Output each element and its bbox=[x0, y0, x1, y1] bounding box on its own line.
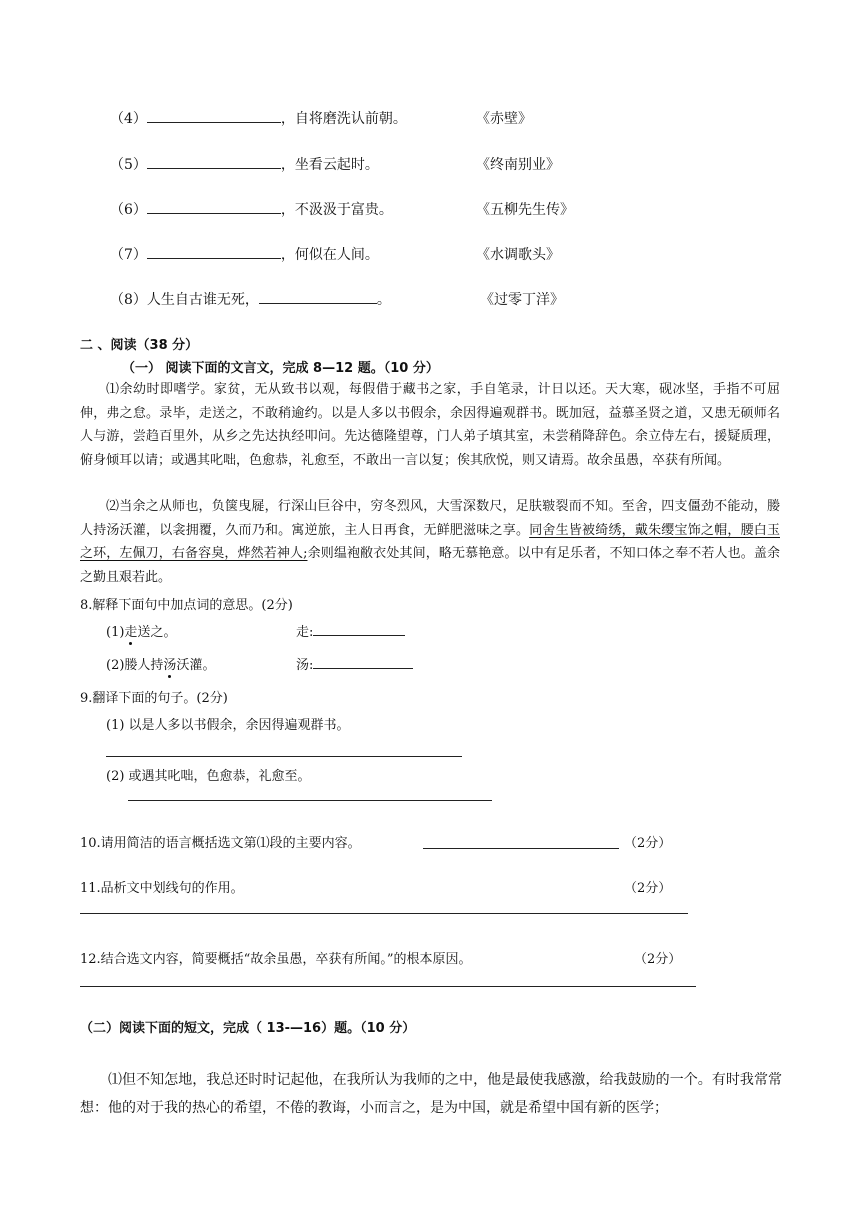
answer-label: 汤: bbox=[296, 654, 413, 673]
answer-line[interactable] bbox=[423, 848, 619, 849]
item-text: ，坐看云起时。 bbox=[280, 157, 379, 173]
item-number: （8） bbox=[110, 292, 147, 308]
fill-item bbox=[110, 244, 379, 264]
answer-line[interactable] bbox=[128, 800, 492, 801]
passage-paragraph-2 bbox=[80, 495, 780, 589]
question-score: （2分） bbox=[624, 836, 672, 851]
answer-blank[interactable] bbox=[147, 108, 281, 123]
answer-blank[interactable] bbox=[259, 289, 377, 304]
item-number: （7） bbox=[110, 247, 147, 263]
underlined-sentence: 同舍生皆被绮绣，戴朱缨宝饰之帽，腰白玉之环，左佩刀，右备容臭，烨然若神人; bbox=[80, 522, 780, 561]
question-8-item-1: (1)走送之。 bbox=[106, 621, 176, 640]
item-number: （6） bbox=[110, 202, 147, 218]
item-source: 《过零丁洋》 bbox=[480, 292, 564, 308]
paragraph-text: ⑵当余之从师也，负箧曳屣，行深山巨谷中，穷冬烈风，大雪深数尺，足肤皲裂而不知。至舍，四支僵劲不能动，媵人持汤沃灌，以衾拥覆，久而乃和。寓逆旅，主人日再食，无鲜肥滋味之享。 bbox=[80, 499, 780, 538]
fill-item bbox=[110, 154, 379, 174]
question-9-item-1: (1) 以是人多以书假余，余因得遍观群书。 bbox=[106, 718, 350, 733]
item-source: 《水调歌头》 bbox=[476, 247, 560, 263]
question-8-title: 8.解释下面句中加点词的意思。(2分) bbox=[80, 598, 293, 613]
item-number: （4） bbox=[110, 111, 147, 127]
question-12: 12.结合选文内容，简要概括“故余虽愚，卒获有所闻。”的根本原因。 bbox=[80, 952, 472, 967]
dotted-word: 走 bbox=[124, 621, 137, 640]
passage-paragraph-1: ⑴余幼时即嗜学。家贫，无从致书以观，每假借于藏书之家，手自笔录，计日以还。天大寒，砚冰坚，手指不可屈伸，弗之怠。录毕，走送之，不敢稍逾约。以是人多以书假余，余因得遍观群书。既加冠，益慕圣贤之道，又患无硕师名人与游，尝趋百里外，从乡之先达执经叩问。先达德隆望尊，门人弟子填其室，未尝稍降辞色。余立侍左右，援疑质理，俯身倾耳以请；或遇其叱咄，色愈恭，礼愈至，不敢出一言以复；俟其欣悦，则又请焉。故余虽愚，卒获有所闻。 bbox=[80, 382, 780, 468]
subsection-heading: （一） 阅读下面的文言文，完成 8—12 题。（10 分） bbox=[122, 361, 439, 376]
answer-line[interactable] bbox=[80, 986, 696, 987]
answer-blank[interactable] bbox=[147, 199, 281, 214]
item-text: 。 bbox=[376, 292, 391, 308]
question-score: （2分） bbox=[624, 881, 672, 896]
item-source: 《五柳先生传》 bbox=[476, 202, 574, 218]
fill-item bbox=[110, 199, 393, 219]
answer-blank[interactable] bbox=[313, 654, 413, 669]
dotted-word: 汤 bbox=[163, 654, 176, 673]
item-source: 《终南别业》 bbox=[476, 157, 560, 173]
fill-item bbox=[110, 289, 391, 309]
fill-item bbox=[110, 108, 407, 128]
question-9-item-2: (2) 或遇其叱咄，色愈恭，礼愈至。 bbox=[106, 769, 311, 784]
subsection-heading: （二）阅读下面的短文，完成（ 13-—16）题。（10 分） bbox=[80, 1021, 416, 1036]
answer-line[interactable] bbox=[106, 756, 462, 757]
section-heading: 二 、阅读（38 分） bbox=[80, 338, 199, 353]
passage-paragraph: ⑴但不知怎地，我总还时时记起他，在我所认为我师的之中，他是最使我感激，给我鼓励的一个。有时我常常想：他的对于我的热心的希望，不倦的教诲，小而言之，是为中国，就是希望中国有新的医学； bbox=[80, 1072, 782, 1116]
answer-blank[interactable] bbox=[313, 621, 405, 636]
question-8-item-2: (2)媵人持汤沃灌。 bbox=[106, 654, 215, 673]
paragraph-text: 余则缊袍敝衣处其间，略无慕艳意。以中有足乐者，不知口体之奉不若人也。盖余之勤且艰若此。 bbox=[80, 546, 780, 585]
item-pre-text: 人生自古谁无死， bbox=[146, 292, 259, 308]
item-text: ，自将磨洗认前朝。 bbox=[280, 111, 407, 127]
item-text: ，不汲汲于富贵。 bbox=[280, 202, 393, 218]
item-number: （5） bbox=[110, 157, 147, 173]
question-9-title: 9.翻译下面的句子。(2分) bbox=[80, 691, 228, 706]
question-10: 10.请用简洁的语言概括选文第⑴段的主要内容。 bbox=[80, 836, 361, 851]
answer-blank[interactable] bbox=[147, 244, 281, 259]
answer-label: 走: bbox=[296, 621, 405, 640]
item-source: 《赤壁》 bbox=[476, 111, 532, 127]
question-score: （2分） bbox=[634, 952, 682, 967]
item-text: ，何似在人间。 bbox=[280, 247, 379, 263]
answer-line[interactable] bbox=[80, 913, 688, 914]
question-11: 11.品析文中划线句的作用。 bbox=[80, 881, 244, 896]
answer-blank[interactable] bbox=[147, 154, 281, 169]
